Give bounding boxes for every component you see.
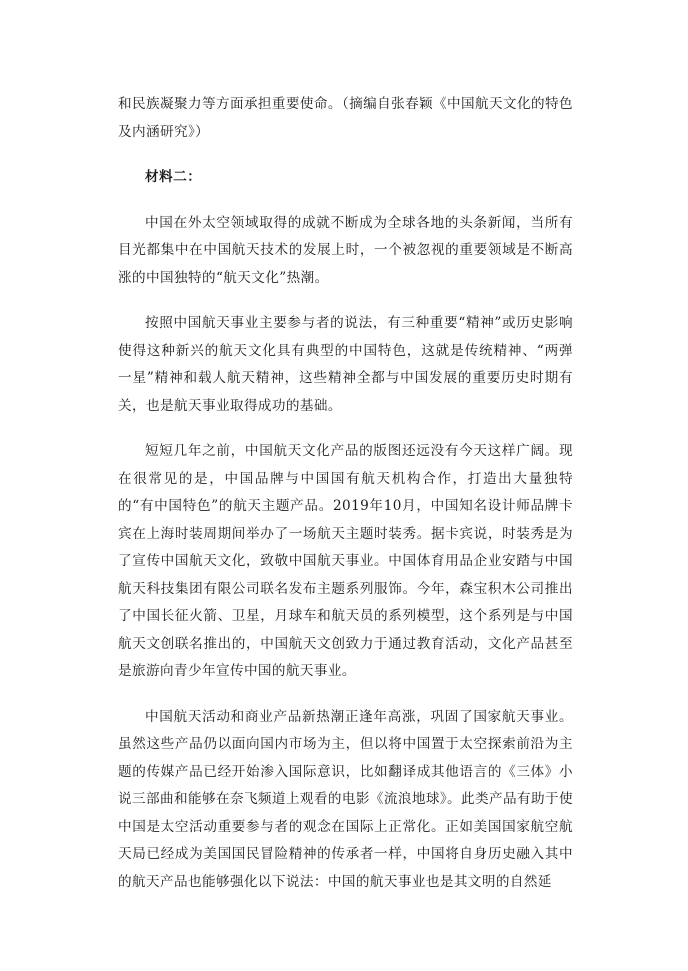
paragraph-1: 中国在外太空领域取得的成就不断成为全球各地的头条新闻，当所有目光都集中在中国航天技术的发展上时，一个被忽视的重要领域是不断高涨的中国独特的“航天文化”热潮。 [118,214,573,286]
section-heading: 材料二： [145,169,202,185]
document-body [118,91,573,896]
paragraph-4: 中国航天活动和商业产品新热潮正逢年高涨，巩固了国家航天事业。虽然这些产品仍以面向国内市场为主，但以将中国置于太空探索前沿为主题的传媒产品已经开始渗入国际意识，比如翻译成其他语言的《三体》小说三部曲和能够在奈飞频道上观看的电影《流浪地球》。此类产品有助于使中国是太空活动重要参与者的观念在国际上正常化。正如美国国家航空航天局已经成为美国国民冒险精神的传承者一样，中国将自身历史融入其中的航天产品也能够强化以下说法：中国的航天事业也是其文明的自然延 [118,708,573,890]
paragraph-3: 短短几年之前，中国航天文化产品的版图还远没有今天这样广阔。现在很常见的是，中国品牌与中国国有航天机构合作，打造出大量独特的“有中国特色”的航天主题产品。2019年10月，中国知名设计师品牌卡宾在上海时装周期间举办了一场航天主题时装秀。据卡宾说，时装秀是为了宣传中国航天文化，致敬中国航天事业。中国体育用品企业安踏与中国航天科技集团有限公司联名发布主题系列服饰。今年，森宝积木公司推出了中国长征火箭、卫星，月球车和航天员的系列模型，这个系列是与中国航天文创联名推出的，中国航天文创致力于通过教育活动，文化产品甚至是旅游向青少年宣传中国的航天事业。 [118,443,573,679]
paragraph-2: 按照中国航天事业主要参与者的说法，有三种重要“精神”或历史影响使得这种新兴的航天文化具有典型的中国特色，这就是传统精神、“两弹一星”精神和载人航天精神，这些精神全都与中国发展的重要历史时期有关，也是航天事业取得成功的基础。 [118,315,573,414]
paragraph-intro-tail: 和民族凝聚力等方面承担重要使命。（摘编自张春颖《中国航天文化的特色及内涵研究》） [118,96,573,140]
